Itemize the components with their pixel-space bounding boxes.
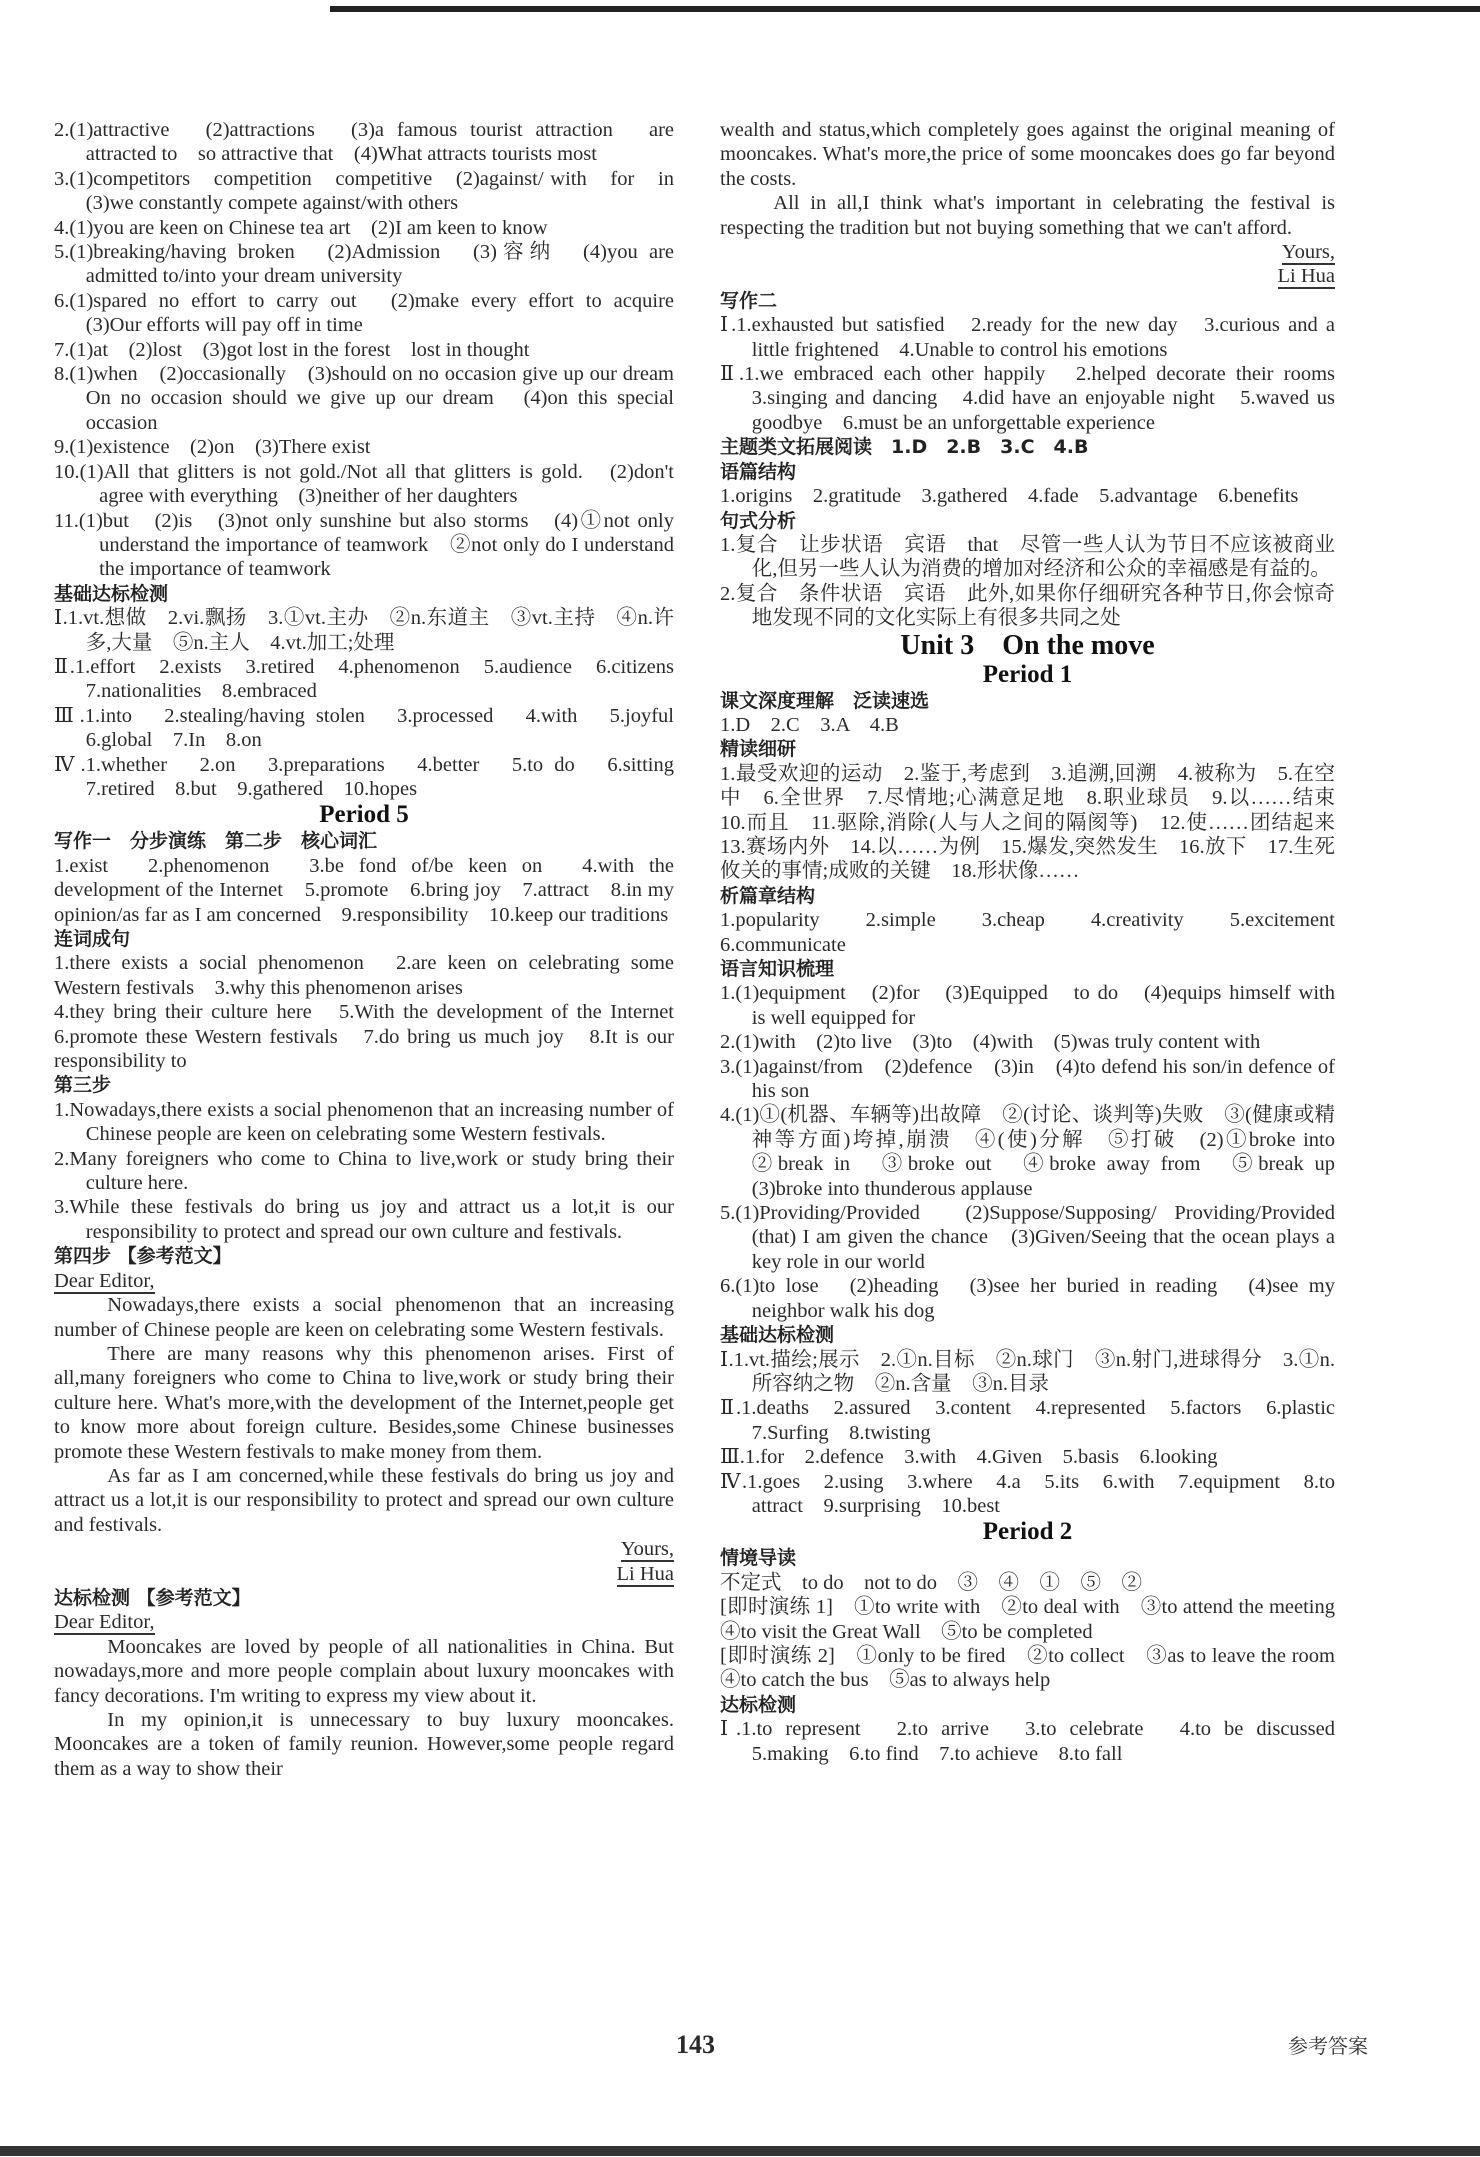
answer-text: 4.they bring their culture here 5.With the development of the Internet 6.promote these Western festivals 7.do bring us much joy 8.It is our responsibility to [54, 1001, 695, 1073]
answer-item: 2.(1)with (2)to live (3)to (4)with (5)was truly content with [720, 1031, 1261, 1054]
letter-signature [720, 240, 1335, 264]
section-heading: 基础达标检测 [720, 1324, 835, 1347]
answer-item: Ⅳ.1.goes 2.using 3.where 4.a 5.its 6.with 7.equipment 8.to attract 9.surprising 10.best [720, 1470, 1335, 1517]
answer-item: Ⅰ.1.to represent 2.to arrive 3.to celebrate 4.to be discussed 5.making 6.to find 7.to achieve 8.to fall [720, 1718, 1356, 1765]
letter-signature-text: Yours, [620, 1538, 674, 1561]
answer-item: 7.(1)at (2)lost (3)got lost in the forest lost in thought [54, 338, 530, 361]
answer-item: Ⅰ.1.exhausted but satisfied 2.ready for the new day 3.curious and a little frightened 4.Unable to control his emotions [720, 314, 1335, 361]
answer-item: 4.(1)you are keen on Chinese tea art (2)I am keen to know [54, 216, 548, 239]
unit-title: Unit 3 On the move [900, 629, 1155, 661]
answer-text: 1.there exists a social phenomenon 2.are keen on celebrating some Western festivals 3.why this phenomenon arises [54, 952, 674, 999]
answer-item: 11.(1)but (2)is (3)not only sunshine but also storms (4)①not only understand the importance of teamwork ②not only do I understand the importance of teamwork [54, 509, 674, 581]
section-heading: 第四步 【参考范文】 [54, 1245, 232, 1268]
right-column [720, 118, 1356, 1766]
answer-item: 6.(1)to lose (2)heading (3)see her buried in reading (4)see my neighbor walk his dog [720, 1275, 1335, 1322]
answer-item: Ⅰ.1.vt.想做 2.vi.飘扬 3.①vt.主办 ②n.东道主 ③vt.主持 ④n.许多,大量 ⑤n.主人 4.vt.加工;处理 [54, 607, 674, 654]
answer-item: 1.Nowadays,there exists a social phenomenon that an increasing number of Chinese people are keen on celebrating some Western festivals. [54, 1098, 674, 1146]
section-heading: 精读细研 [720, 738, 797, 761]
section-heading: 第三步 [54, 1074, 112, 1097]
section-heading: 句式分析 [720, 509, 797, 532]
letter-signature [720, 264, 1335, 288]
answer-text: 1.最受欢迎的运动 2.鉴于,考虑到 3.追溯,回溯 4.被称为 5.在空中 6.全世界 7.尽情地;心满意足地 8.职业球员 9.以……结束 10.而且 11.驱除,消除(人与人之间的隔阂等) 12.使……团结起来 13.赛场内外 14.以……为例 15.爆发,突然发生 16.放下 17.生死攸关的事情;成败的关键 18.形状像…… [720, 762, 1356, 883]
essay-paragraph: There are many reasons why this phenomenon arises. First of all,many foreigners who come to China to live,work or study bring their culture here. What's more,with the development of the Internet,people get to know more about foreign culture. Besides,some Chinese businesses promote these Western festivals to make money from them. [54, 1342, 674, 1463]
answer-item: 3.(1)against/from (2)defence (3)in (4)to defend his son/in defence of his son [720, 1055, 1335, 1103]
answer-item: 3.While these festivals do bring us joy and attract us a lot,it is our responsibility to protect and spread our own culture and festivals. [54, 1196, 674, 1243]
footer-label: 参考答案 [1288, 2034, 1368, 2058]
essay-paragraph: Mooncakes are loved by people of all nationalities in China. But nowadays,more and more people complain about luxury mooncakes with fancy decorations. I'm writing to express my view about it. [54, 1635, 674, 1707]
section-heading: 主题类文拓展阅读 1.D 2.B 3.C 4.B [720, 436, 1089, 459]
letter-signature [54, 1537, 674, 1561]
answer-item: 2.(1)attractive (2)attractions (3)a famous tourist attraction are attracted to so attractive that (4)What attracts tourists most [54, 119, 674, 166]
left-column [54, 118, 695, 1781]
page-number: 143 [676, 2030, 715, 2059]
section-heading: 语篇结构 [720, 460, 797, 483]
answer-text: 1.exist 2.phenomenon 3.be fond of/be keen on 4.with the development of the Internet 5.promote 6.bring joy 7.attract 8.in my opinion/as far as I am concerned 9.responsibility 10.keep our traditions [54, 854, 674, 926]
letter-signature [54, 1562, 674, 1586]
answer-item: Ⅱ.1.deaths 2.assured 3.content 4.represented 5.factors 6.plastic 7.Surfing 8.twisting [720, 1397, 1356, 1444]
letter-salutation [54, 1269, 674, 1293]
section-heading: 连词成句 [54, 928, 131, 950]
period-title: Period 5 [319, 801, 409, 829]
answer-item: 10.(1)All that glitters is not gold./Not all that glitters is gold. (2)don't agree with everything (3)neither of her daughters [54, 460, 674, 508]
essay-paragraph: All in all,I think what's important in celebrating the festival is respecting the tradition but not buying something that we can't afford. [720, 192, 1335, 239]
answer-item: 5.(1)breaking/having broken (2)Admission (3)容纳 (4)you are admitted to/into your dream university [54, 241, 674, 288]
section-heading: 基础达标检测 [54, 582, 169, 605]
letter-signature-text: Yours, [1281, 241, 1335, 264]
answer-item: Ⅰ.1.vt.描绘;展示 2.①n.目标 ②n.球门 ③n.射门,进球得分 3.①n.所容纳之物 ②n.含量 ③n.目录 [720, 1348, 1335, 1395]
period-title: Period 1 [982, 660, 1073, 688]
letter-signature-text: Li Hua [1277, 265, 1335, 288]
answer-text: wealth and status,which completely goes against the original meaning of mooncakes. What's more,the price of some mooncakes does go far beyond the costs. [720, 119, 1335, 190]
answer-item: 5.(1)Providing/Provided (2)Suppose/Supposing/ Providing/Provided (that) I am given the chance (3)Given/Seeing that the ocean plays a key role in our world [720, 1202, 1335, 1273]
section-heading: 写作一 分步演练 第二步 核心词汇 [54, 830, 378, 853]
section-heading: 课文深度理解 泛读速选 [720, 689, 930, 712]
answer-text: [即时演练 2] ①only to be fired ②to collect ③as to leave the room ④to catch the bus ⑤as to always help [720, 1644, 1356, 1692]
answer-item: Ⅲ.1.into 2.stealing/having stolen 3.processed 4.with 5.joyful 6.global 7.In 8.on [54, 704, 695, 752]
section-heading: 达标检测 【参考范文】 [54, 1586, 251, 1609]
answer-text: 1.popularity 2.simple 3.cheap 4.creativity 5.excitement 6.communicate [720, 909, 1356, 956]
answer-item: Ⅳ.1.whether 2.on 3.preparations 4.better 5.to do 6.sitting 7.retired 8.but 9.gathered 10.hopes [54, 753, 695, 800]
answer-text: [即时演练 1] ①to write with ②to deal with ③to attend the meeting ④to visit the Great Wall ⑤to be completed [720, 1596, 1356, 1643]
section-heading: 析篇章结构 [720, 884, 816, 907]
answer-item: 9.(1)existence (2)on (3)There exist [54, 436, 371, 459]
answer-item: 6.(1)spared no effort to carry out (2)make every effort to acquire (3)Our efforts will pay off in time [54, 289, 695, 337]
top-rule [330, 6, 1480, 12]
essay-paragraph: Nowadays,there exists a social phenomenon that an increasing number of Chinese people are keen on celebrating some Western festivals. [54, 1294, 674, 1341]
answer-text: 1.D 2.C 3.A 4.B [720, 713, 899, 736]
section-heading: 达标检测 [720, 1693, 797, 1716]
answer-text: 不定式 to do not to do ③ ④ ① ⑤ ② [720, 1571, 1142, 1594]
answer-item: 1.复合 让步状语 宾语 that 尽管一些人认为节日不应该被商业化,但另一些人认为消费的增加对经济和公众的幸福感是有益的。 [720, 533, 1335, 581]
answer-item: 2.Many foreigners who come to China to live,work or study bring their culture here. [54, 1147, 674, 1195]
answer-item: 1.(1)equipment (2)for (3)Equipped to do (4)equips himself with is well equipped for [720, 982, 1356, 1029]
essay-paragraph: As far as I am concerned,while these festivals do bring us joy and attract us a lot,it is our responsibility to protect and spread our own culture and festivals. [54, 1464, 674, 1536]
bottom-rule [0, 2146, 1480, 2156]
answer-item: Ⅱ.1.we embraced each other happily 2.helped decorate their rooms 3.singing and dancing 4.did have an enjoyable night 5.waved us goodbye 6.must be an unforgettable experience [720, 363, 1356, 434]
letter-signature-text: Li Hua [616, 1562, 674, 1585]
period-title: Period 2 [982, 1518, 1073, 1546]
section-heading: 情境导读 [720, 1547, 797, 1570]
answer-item: Ⅱ.1.effort 2.exists 3.retired 4.phenomenon 5.audience 6.citizens 7.nationalities 8.embraced [54, 655, 695, 703]
letter-salutation [54, 1610, 674, 1634]
answer-item: 4.(1)①(机器、车辆等)出故障 ②(讨论、谈判等)失败 ③(健康或精神等方面)垮掉,崩溃 ④(使)分解 ⑤打破 (2)①broke into ②break in ③broke out ④broke away from ⑤break up (3)broke into thunderous applause [720, 1104, 1356, 1200]
answer-text: 1.origins 2.gratitude 3.gathered 4.fade 5.advantage 6.benefits [720, 485, 1299, 508]
answer-item: Ⅲ.1.for 2.defence 3.with 4.Given 5.basis 6.looking [720, 1446, 1218, 1469]
section-heading: 语言知识梳理 [720, 958, 835, 980]
answer-item: 3.(1)competitors competition competitive (2)against/ with for in (3)we constantly compete against/with others [54, 167, 695, 215]
essay-paragraph: In my opinion,it is unnecessary to buy luxury mooncakes. Mooncakes are a token of family reunion. However,some people regard them as a way to show their [54, 1709, 674, 1780]
letter-salutation-text: Dear Editor, [54, 1611, 155, 1634]
answer-item: 8.(1)when (2)occasionally (3)should on no occasion give up our dream On no occasion should we give up our dream (4)on this special occasion [54, 363, 695, 434]
letter-salutation-text: Dear Editor, [54, 1269, 155, 1292]
section-heading: 写作二 [720, 289, 778, 312]
answer-item: 2.复合 条件状语 宾语 此外,如果你仔细研究各种节日,你会惊奇地发现不同的文化实际上有很多共同之处 [720, 582, 1335, 630]
